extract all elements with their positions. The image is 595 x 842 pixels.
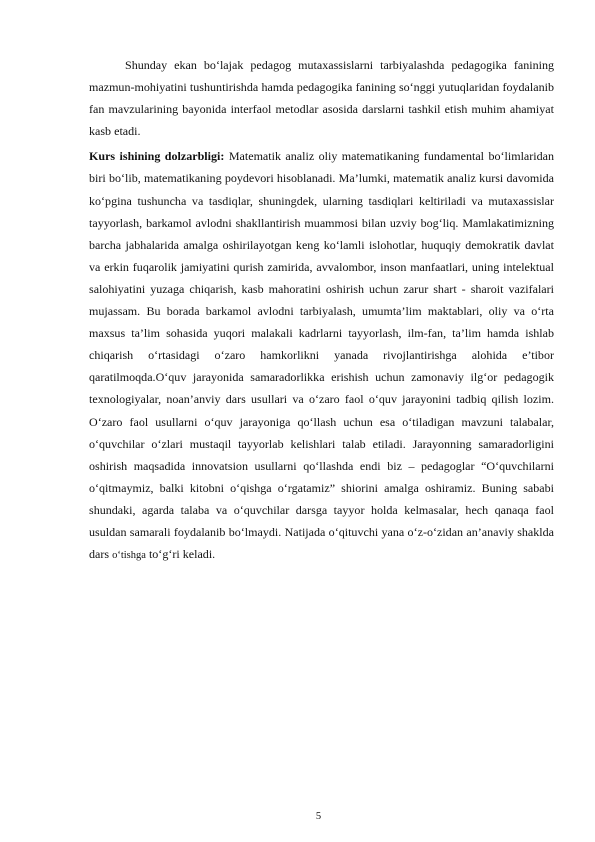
relevance-body: Matematik analiz oliy matematikaning fundamental bo‘limlaridan biri bo‘lib, matematikaning poydevori hisoblanadi. Ma’lumki, matematik analiz kursi davomida ko‘pgina tushuncha va tasdiqlar, shuningdek, ularning tasdiqlari keltiriladi va mutaxassislar tayyorlash, barkamol avlodni shakllantirish muammosi bilan uzviy bog‘liq. Mamlakatimizning barcha jabhalarida amalga oshirilayotgan keng ko‘lamli islohotlar, huquqiy demokratik davlat va erkin fuqarolik jamiyatini qurish zamirida, avvalombor, inson manfaatlari, uning intelektual salohiyatini yuzaga chiqarish, kasb mahoratini oshirish uchun zarur shart - sharoit vazifalari mujassam. Bu borada barkamol avlodni tarbiyalash, umumta’lim maktablari, oliy va o‘rta maxsus ta’lim sohasida yuqori malakali kadrlarni tayyorlash, ilm-fan, ta’lim hamda ishlab chiqarish o‘rtasidagi o‘zaro hamkorlikni yanada rivojlantirishga alohida e’tibor qaratilmoqda.O‘quv jarayonida samaradorlikka erishish uchun zamonaviy ilg‘or pedagogik texnologiyalar, noan’anviy dars usullari va o‘zaro faol o‘quv jarayonini tadbiq qilish lozim. O‘zaro faol usullarni o‘quv jarayoniga qo‘llash uchun esa o‘tiladigan mavzuni talabalar, o‘quvchilar o‘zlari mustaqil tayyorlab kelishlari talab etiladi. Jarayonning samaradorligini oshirish maqsadida innovatsion usullarni qo‘llashda endi biz – pedagoglar “O‘quvchilarni o‘qitmaymiz, balki kitobni o‘qishga o‘rgatamiz” shiorini amalga oshiramiz. Buning sababi shundaki, agarda talaba va o‘quvchilar darsga tayyor holda kelmasalar, hech qanaqa faol usuldan samarali foydalanib bo‘lmaydi. Natijada o‘qituvchi yana o‘z-o‘zidan an’anaviy shaklda dars <box>89 149 555 562</box>
relevance-end: to‘g‘ri keladi. <box>148 547 216 562</box>
relevance-heading: Kurs ishining dolzarbligi: <box>89 149 225 164</box>
page-number: 5 <box>315 811 322 822</box>
intro-paragraph: Shunday ekan bo‘lajak pedagog mutaxassislarni tarbiyalashda pedagogika fanining mazmun-mohiyatini tushuntirishda hamda pedagogika fanining so‘nggi yutuqlaridan foydalanib fan mavzularining bayonida interfaol metodlar asosida darslarni tashkil etish muhim ahamiyat kasb etadi. <box>89 58 554 139</box>
document-page <box>89 54 554 567</box>
relevance-small-word: o‘tishga <box>112 550 146 562</box>
relevance-paragraph <box>89 145 554 567</box>
